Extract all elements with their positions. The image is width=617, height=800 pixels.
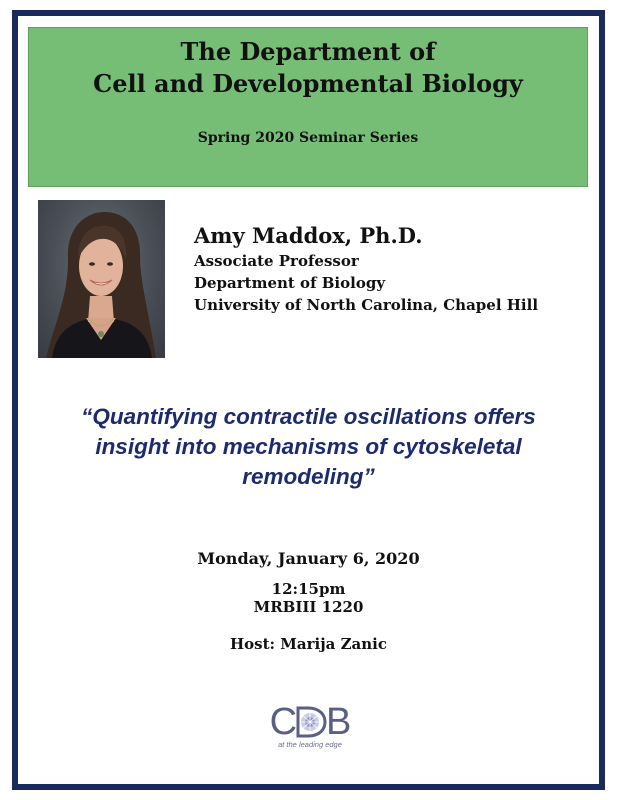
talk-title xyxy=(40,402,577,492)
event-details xyxy=(40,548,577,654)
speaker-title: Associate Professor xyxy=(194,252,359,270)
seminar-series: Spring 2020 Seminar Series xyxy=(197,130,419,146)
cell-emblem-icon xyxy=(294,705,328,739)
department-name-line-1: The Department of xyxy=(180,37,436,66)
logo-letter-b: B xyxy=(326,700,351,743)
event-time: 12:15pm xyxy=(271,580,346,598)
event-room: MRBIII 1220 xyxy=(253,598,364,616)
event-host: Host: Marija Zanic xyxy=(229,635,387,653)
speaker-photo xyxy=(38,200,165,358)
speaker-name: Amy Maddox, Ph.D. xyxy=(194,223,423,248)
talk-title-line-3: remodeling” xyxy=(242,464,375,489)
header-band xyxy=(28,27,588,187)
speaker-department: Department of Biology xyxy=(194,274,386,292)
logo-tagline: at the leading edge xyxy=(278,739,342,749)
event-date: Monday, January 6, 2020 xyxy=(197,549,420,568)
speaker-institution: University of North Carolina, Chapel Hill xyxy=(194,296,539,314)
talk-title-line-2: insight into mechanisms of cytoskeletal xyxy=(95,434,522,459)
talk-title-line-1: “Quantifying contractile oscillations offers xyxy=(81,404,536,429)
speaker-info xyxy=(194,222,594,316)
logo-letters xyxy=(258,700,362,742)
speaker-portrait-illustration xyxy=(38,200,165,358)
logo-letter-c: C xyxy=(269,700,297,743)
cdb-logo xyxy=(258,700,362,750)
department-name-line-2: Cell and Developmental Biology xyxy=(93,69,523,98)
